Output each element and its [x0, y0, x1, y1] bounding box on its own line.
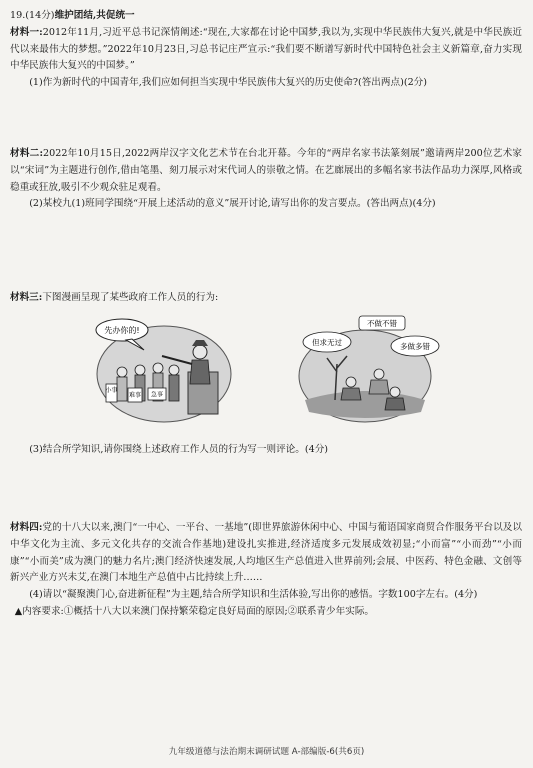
question-score: (14分)	[25, 10, 55, 21]
material-4-text: 党的十八大以来,澳门“一中心、一平台、一基地”(即世界旅游休闲中心、中国与葡语国家商贸合作服务平台以及以中华文化为主流、多元文化共存的交流合作基地)建设扎实推进,经济适度多元发展成效初显;“小而富”“小而劲”“小而康”“小而美”成为澳门的魅力名片;澳门经济快速发展,人均地区生产总值进入世界前列;会展、中医药、特色金融、文创等新兴产业方兴未艾,在澳门本地生产总值中占比持续上升……	[10, 522, 522, 584]
material-2-label: 材料二:	[10, 148, 44, 159]
sub-question-1: (1)作为新时代的中国青年,我们应如何担当实现中华民族伟大复兴的历史使命?(答出两点)(2分)	[29, 77, 428, 89]
material-3-label: 材料三:	[10, 292, 43, 303]
material-4-block	[10, 520, 522, 621]
material-1-label: 材料一:	[10, 26, 43, 38]
comic-speech-left: 先办你的!	[104, 326, 140, 335]
question-number: 19.	[10, 10, 26, 21]
comic-speech-right-3: 多做多错	[400, 342, 430, 351]
question-title: 维护团结,共促统一	[54, 10, 135, 21]
sub-question-2: (2)某校九(1)班同学围绕“开展上述活动的意义”展开讨论,请写出你的发言要点。(答出两点)(4分)	[29, 198, 436, 210]
page-footer: 九年级道德与法治期末调研试题 A-部编版-6(共6页)	[168, 747, 365, 757]
comic-right-officials-sitting	[293, 312, 443, 424]
comic-sign-hard-matter: 难事	[128, 392, 142, 399]
sub-question-3: (3)结合所学知识,请你围绕上述政府工作人员的行为写一则评论。(4分)	[29, 444, 329, 455]
content-requirement: ▲内容要求:①概括十八大以来澳门保持繁荣稳定良好局面的原因;②联系青少年实际。	[14, 605, 375, 617]
material-3-block	[10, 290, 522, 307]
sub-question-3-block	[10, 442, 522, 459]
comic-sign-urgent-matter: 急事	[150, 391, 164, 399]
sub-question-4: (4)请以“凝聚澳门心,奋进新征程”为主题,结合所学知识和生活体验,写出你的感悟。字数100字左右。(4分)	[29, 589, 478, 601]
comic-speech-right-2: 但求无过	[312, 338, 342, 347]
comic-sign-small-matter: 小事	[105, 387, 118, 394]
material-1-block	[10, 8, 522, 92]
material-2-text: 2022年10月15日,2022两岸汉字文化艺术节在台北开幕。今年的“两岸名家书法篆刻展”邀请两岸200位艺术家以“宋词”为主题进行创作,借由笔墨、刻刀展示对宋代词人的崇敬之情。在艺廊展出的多幅名家书法作品功力深厚,风格或稳重或狂放,吸引不少观众驻足观看。	[10, 148, 522, 193]
comic-left-officials-queue	[92, 312, 234, 424]
comic-speech-right-1: 不做不错	[367, 319, 397, 328]
material-1-text: 2012年11月,习近平总书记深情阐述:“现在,大家都在讨论中国梦,我以为,实现中华民族伟大复兴,就是中华民族近代以来最伟大的梦想。”2022年10月23日,习总书记庄严宣示:“我们要不断谱写新时代中国特色社会主义新篇章,奋力实现中华民族伟大复兴的中国梦。”	[10, 26, 522, 72]
material-2-block	[10, 146, 522, 213]
material-3-text: 下图漫画呈现了某些政府工作人员的行为:	[42, 292, 219, 303]
material-4-label: 材料四:	[10, 522, 43, 533]
